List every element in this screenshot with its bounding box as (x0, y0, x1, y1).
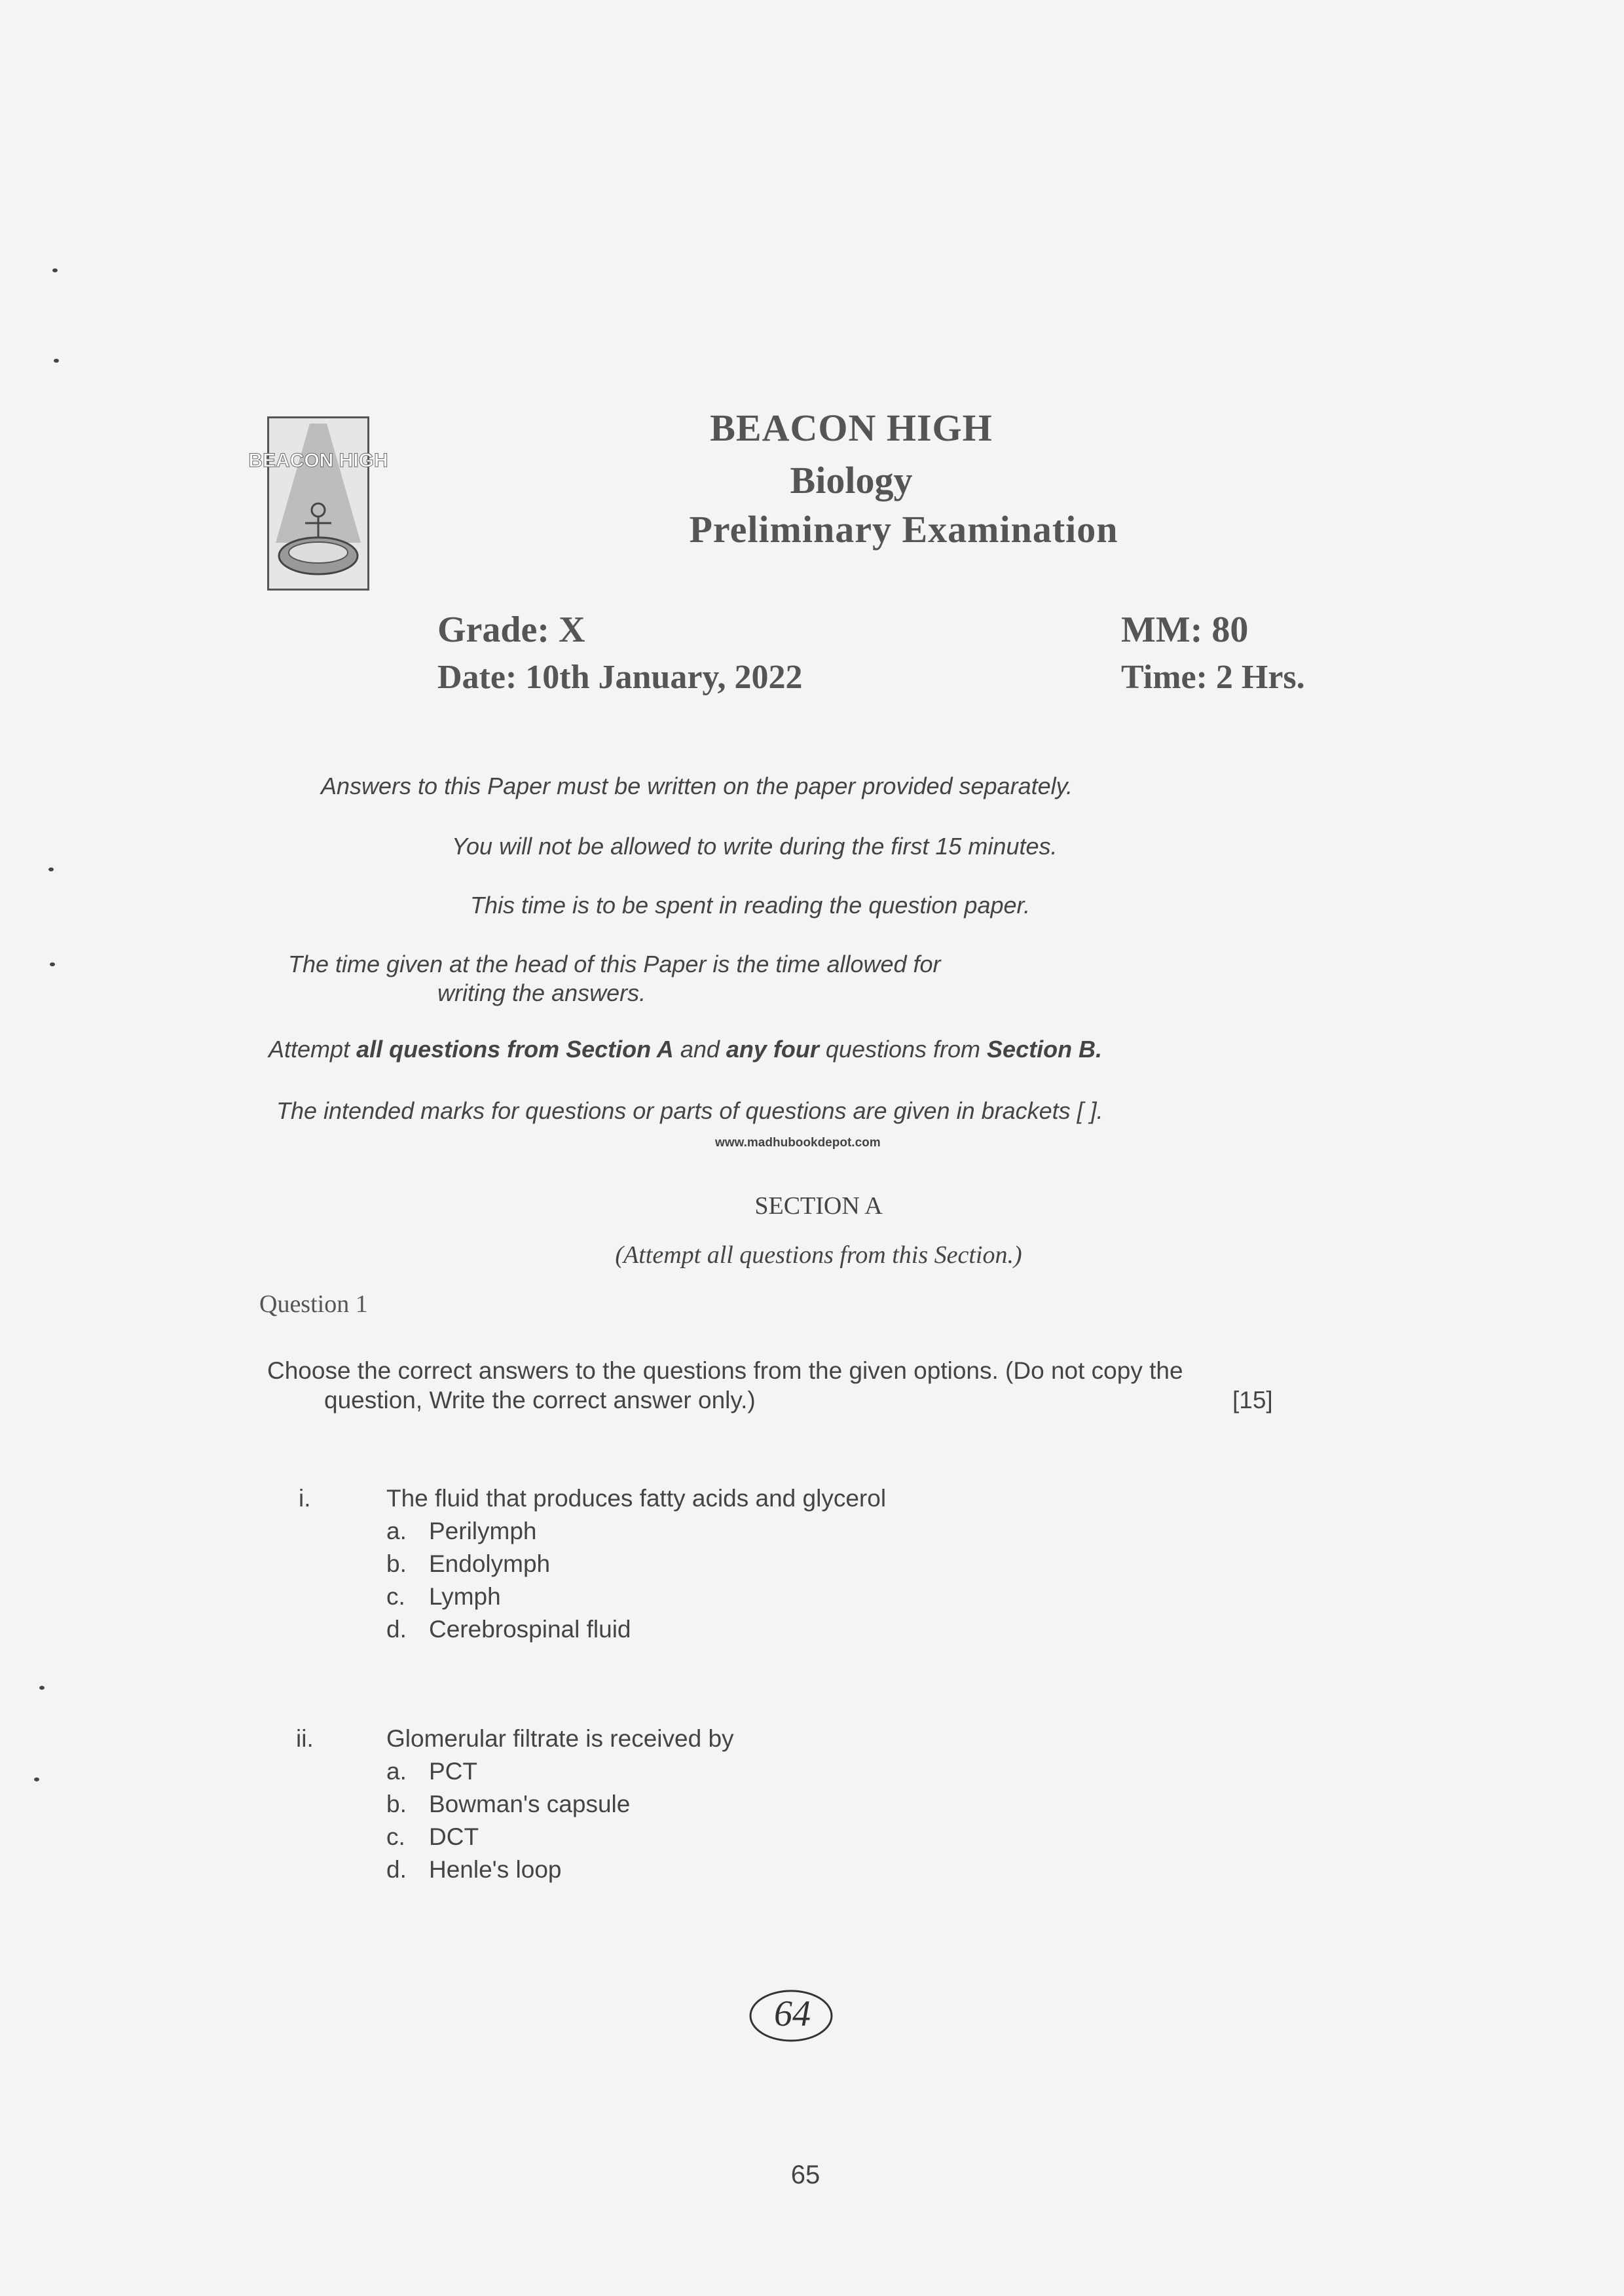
option-text: Henle's loop (429, 1856, 562, 1883)
instruction-5-any-four: any four (726, 1036, 819, 1063)
section-subtitle: (Attempt all questions from this Section.) (615, 1241, 1022, 1269)
option-letter: d. (386, 1616, 407, 1643)
option-letter: b. (386, 1550, 407, 1577)
option-item (386, 1616, 631, 1643)
option-item (386, 1550, 550, 1578)
instruction-6: The intended marks for questions or parts of questions are given in brackets [ ]. (276, 1097, 1103, 1124)
option-item (386, 1758, 477, 1785)
exam-duration: Time: 2 Hrs. (1121, 659, 1305, 696)
scan-speck (50, 962, 55, 966)
handwritten-number: 64 (774, 1994, 811, 2034)
option-item (386, 1823, 479, 1851)
instruction-5-text: and (673, 1036, 726, 1063)
option-text: PCT (429, 1758, 477, 1785)
grade-label: Grade: X (437, 610, 585, 650)
question-marks: [15] (1232, 1387, 1273, 1413)
sub-question-number: i. (299, 1485, 311, 1512)
scan-speck (48, 867, 54, 871)
sub-question-text: Glomerular filtrate is received by (386, 1725, 734, 1752)
school-logo (248, 416, 388, 591)
sub-question-text: The fluid that produces fatty acids and glycerol (386, 1485, 887, 1512)
instruction-5-section-a: Section A (559, 1036, 674, 1063)
logo-text-line-1: BEACON HIGH (248, 450, 388, 471)
instruction-5-text: Attempt (268, 1036, 357, 1063)
option-item (386, 1583, 501, 1611)
option-item (386, 1791, 630, 1818)
instruction-4: The time given at the head of this Paper is the time allowed for (288, 951, 941, 977)
option-letter: a. (386, 1518, 407, 1544)
scan-speck (39, 1686, 45, 1690)
option-item (386, 1856, 561, 1884)
instruction-1: Answers to this Paper must be written on the paper provided separately. (321, 773, 1073, 799)
option-text: Endolymph (429, 1550, 551, 1577)
scan-speck (54, 359, 59, 363)
instruction-2: You will not be allowed to write during the first 15 minutes. (452, 833, 1058, 860)
option-text: Perilymph (429, 1518, 537, 1544)
scan-speck (34, 1777, 39, 1781)
sub-question-number: ii. (296, 1725, 314, 1752)
instruction-5-text: questions from (819, 1036, 987, 1063)
instruction-5-section-b: Section B. (987, 1036, 1103, 1063)
max-marks: MM: 80 (1121, 610, 1249, 650)
watermark-url: www.madhubookdepot.com (715, 1136, 881, 1150)
option-text: Cerebrospinal fluid (429, 1616, 631, 1643)
page-number: 65 (790, 2160, 821, 2189)
section-title: SECTION A (754, 1192, 883, 1220)
option-text: Bowman's capsule (429, 1791, 631, 1817)
instruction-4-continued: writing the answers. (437, 979, 646, 1006)
option-letter: c. (386, 1823, 405, 1850)
option-letter: c. (386, 1583, 405, 1610)
option-letter: d. (386, 1856, 407, 1883)
instruction-5 (268, 1036, 1102, 1063)
instruction-3: This time is to be spent in reading the question paper. (470, 892, 1031, 919)
question-intro-continued: question, Write the correct answer only.) (324, 1387, 756, 1413)
option-letter: a. (386, 1758, 407, 1785)
question-intro: Choose the correct answers to the questions from the given options. (Do not copy the (267, 1357, 1183, 1384)
exam-date: Date: 10th January, 2022 (437, 659, 803, 696)
scan-speck (52, 268, 58, 272)
question-title: Question 1 (259, 1290, 368, 1318)
option-letter: b. (386, 1791, 407, 1817)
option-text: Lymph (429, 1583, 501, 1610)
subject-title: Biology (790, 459, 913, 501)
option-text: DCT (429, 1823, 479, 1850)
option-item (386, 1518, 537, 1545)
exam-title: Preliminary Examination (689, 508, 1118, 551)
school-name: BEACON HIGH (710, 407, 993, 449)
instruction-5-emphasis: all questions from (356, 1036, 560, 1063)
